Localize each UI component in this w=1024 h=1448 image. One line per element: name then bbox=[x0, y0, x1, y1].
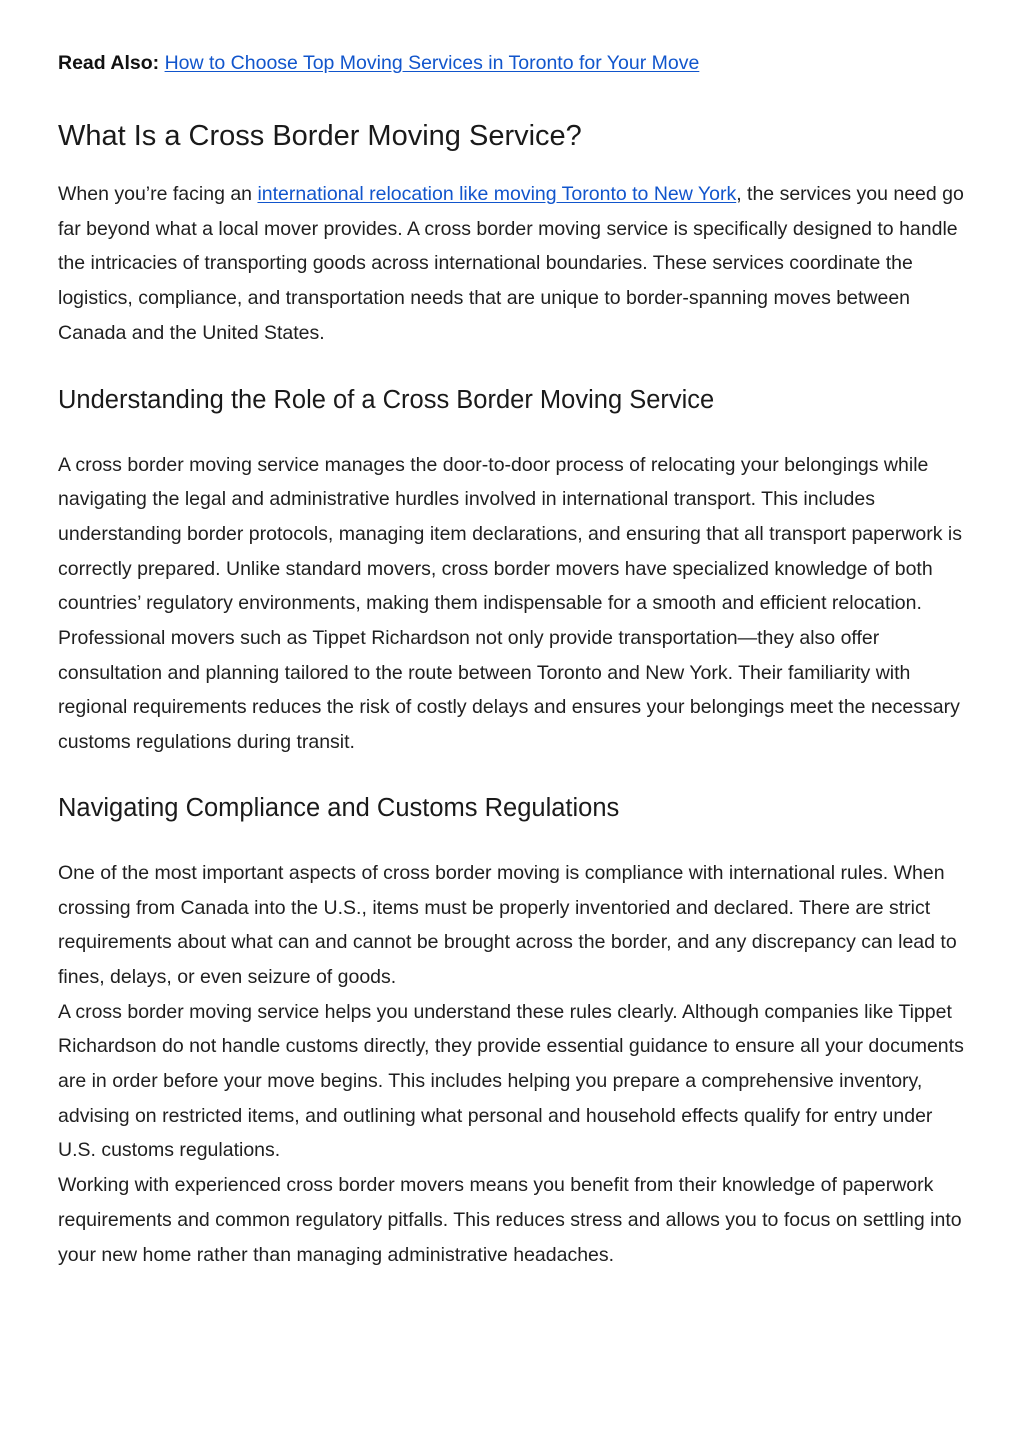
role-paragraph-2: Professional movers such as Tippet Richardson not only provide transportation—they also offer consultation and planning tailored to the route between Toronto and New York. Their familiarity with regional requirements reduces the risk of costly delays and ensures your belongings meet the necessary customs regulations during transit. bbox=[58, 627, 960, 754]
compliance-section-heading: Navigating Compliance and Customs Regulations bbox=[58, 793, 620, 822]
intro-text-before-link: When you’re facing an bbox=[58, 183, 258, 205]
section-title: What Is a Cross Border Moving Service? bbox=[58, 120, 582, 152]
intro-relocation-link[interactable]: international relocation like moving Toronto to New York bbox=[257, 183, 737, 205]
read-also-line bbox=[58, 49, 968, 78]
intro-paragraph bbox=[58, 177, 968, 351]
compliance-paragraph-2: A cross border moving service helps you understand these rules clearly. Although companies like Tippet Richardson do not handle customs directly, they provide essential guidance to ensure all your documents are in order before your move begins. This includes helping you prepare a comprehensive inventory, advising on restricted items, and outlining what personal and household effects qualify for entry under U.S. customs regulations. bbox=[58, 1000, 964, 1162]
compliance-paragraph-3: Working with experienced cross border movers means you benefit from their knowledge of paperwork requirements and common regulatory pitfalls. This reduces stress and allows you to focus on settling into your new home rather than managing administrative headaches. bbox=[58, 1174, 962, 1266]
role-paragraph-1: A cross border moving service manages the door-to-door process of relocating your belongings while navigating the legal and administrative hurdles involved in international transport. This includes understanding border protocols, managing item declarations, and ensuring that all transport paperwork is correctly prepared. Unlike standard movers, cross border movers have specialized knowledge of both countries’ regulatory environments, making them indispensable for a smooth and efficient relocation. bbox=[58, 453, 963, 615]
compliance-paragraph-1: One of the most important aspects of cross border moving is compliance with international rules. When crossing from Canada into the U.S., items must be properly inventoried and declared. There are strict requirements about what can and cannot be brought across the border, and any discrepancy can lead to fines, delays, or even seizure of goods. bbox=[58, 861, 957, 988]
intro-text-after-link: , the services you need go far beyond what a local mover provides. A cross border moving service is specifically designed to handle the intricacies of transporting goods across international boundaries. These services coordinate the logistics, compliance, and transportation needs that are unique to border-spanning moves between Canada and the United States. bbox=[58, 183, 964, 344]
role-section-heading: Understanding the Role of a Cross Border Moving Service bbox=[58, 385, 715, 414]
read-also-label: Read Also: bbox=[58, 52, 160, 74]
read-also-link[interactable]: How to Choose Top Moving Services in Toronto for Your Move bbox=[164, 52, 700, 74]
